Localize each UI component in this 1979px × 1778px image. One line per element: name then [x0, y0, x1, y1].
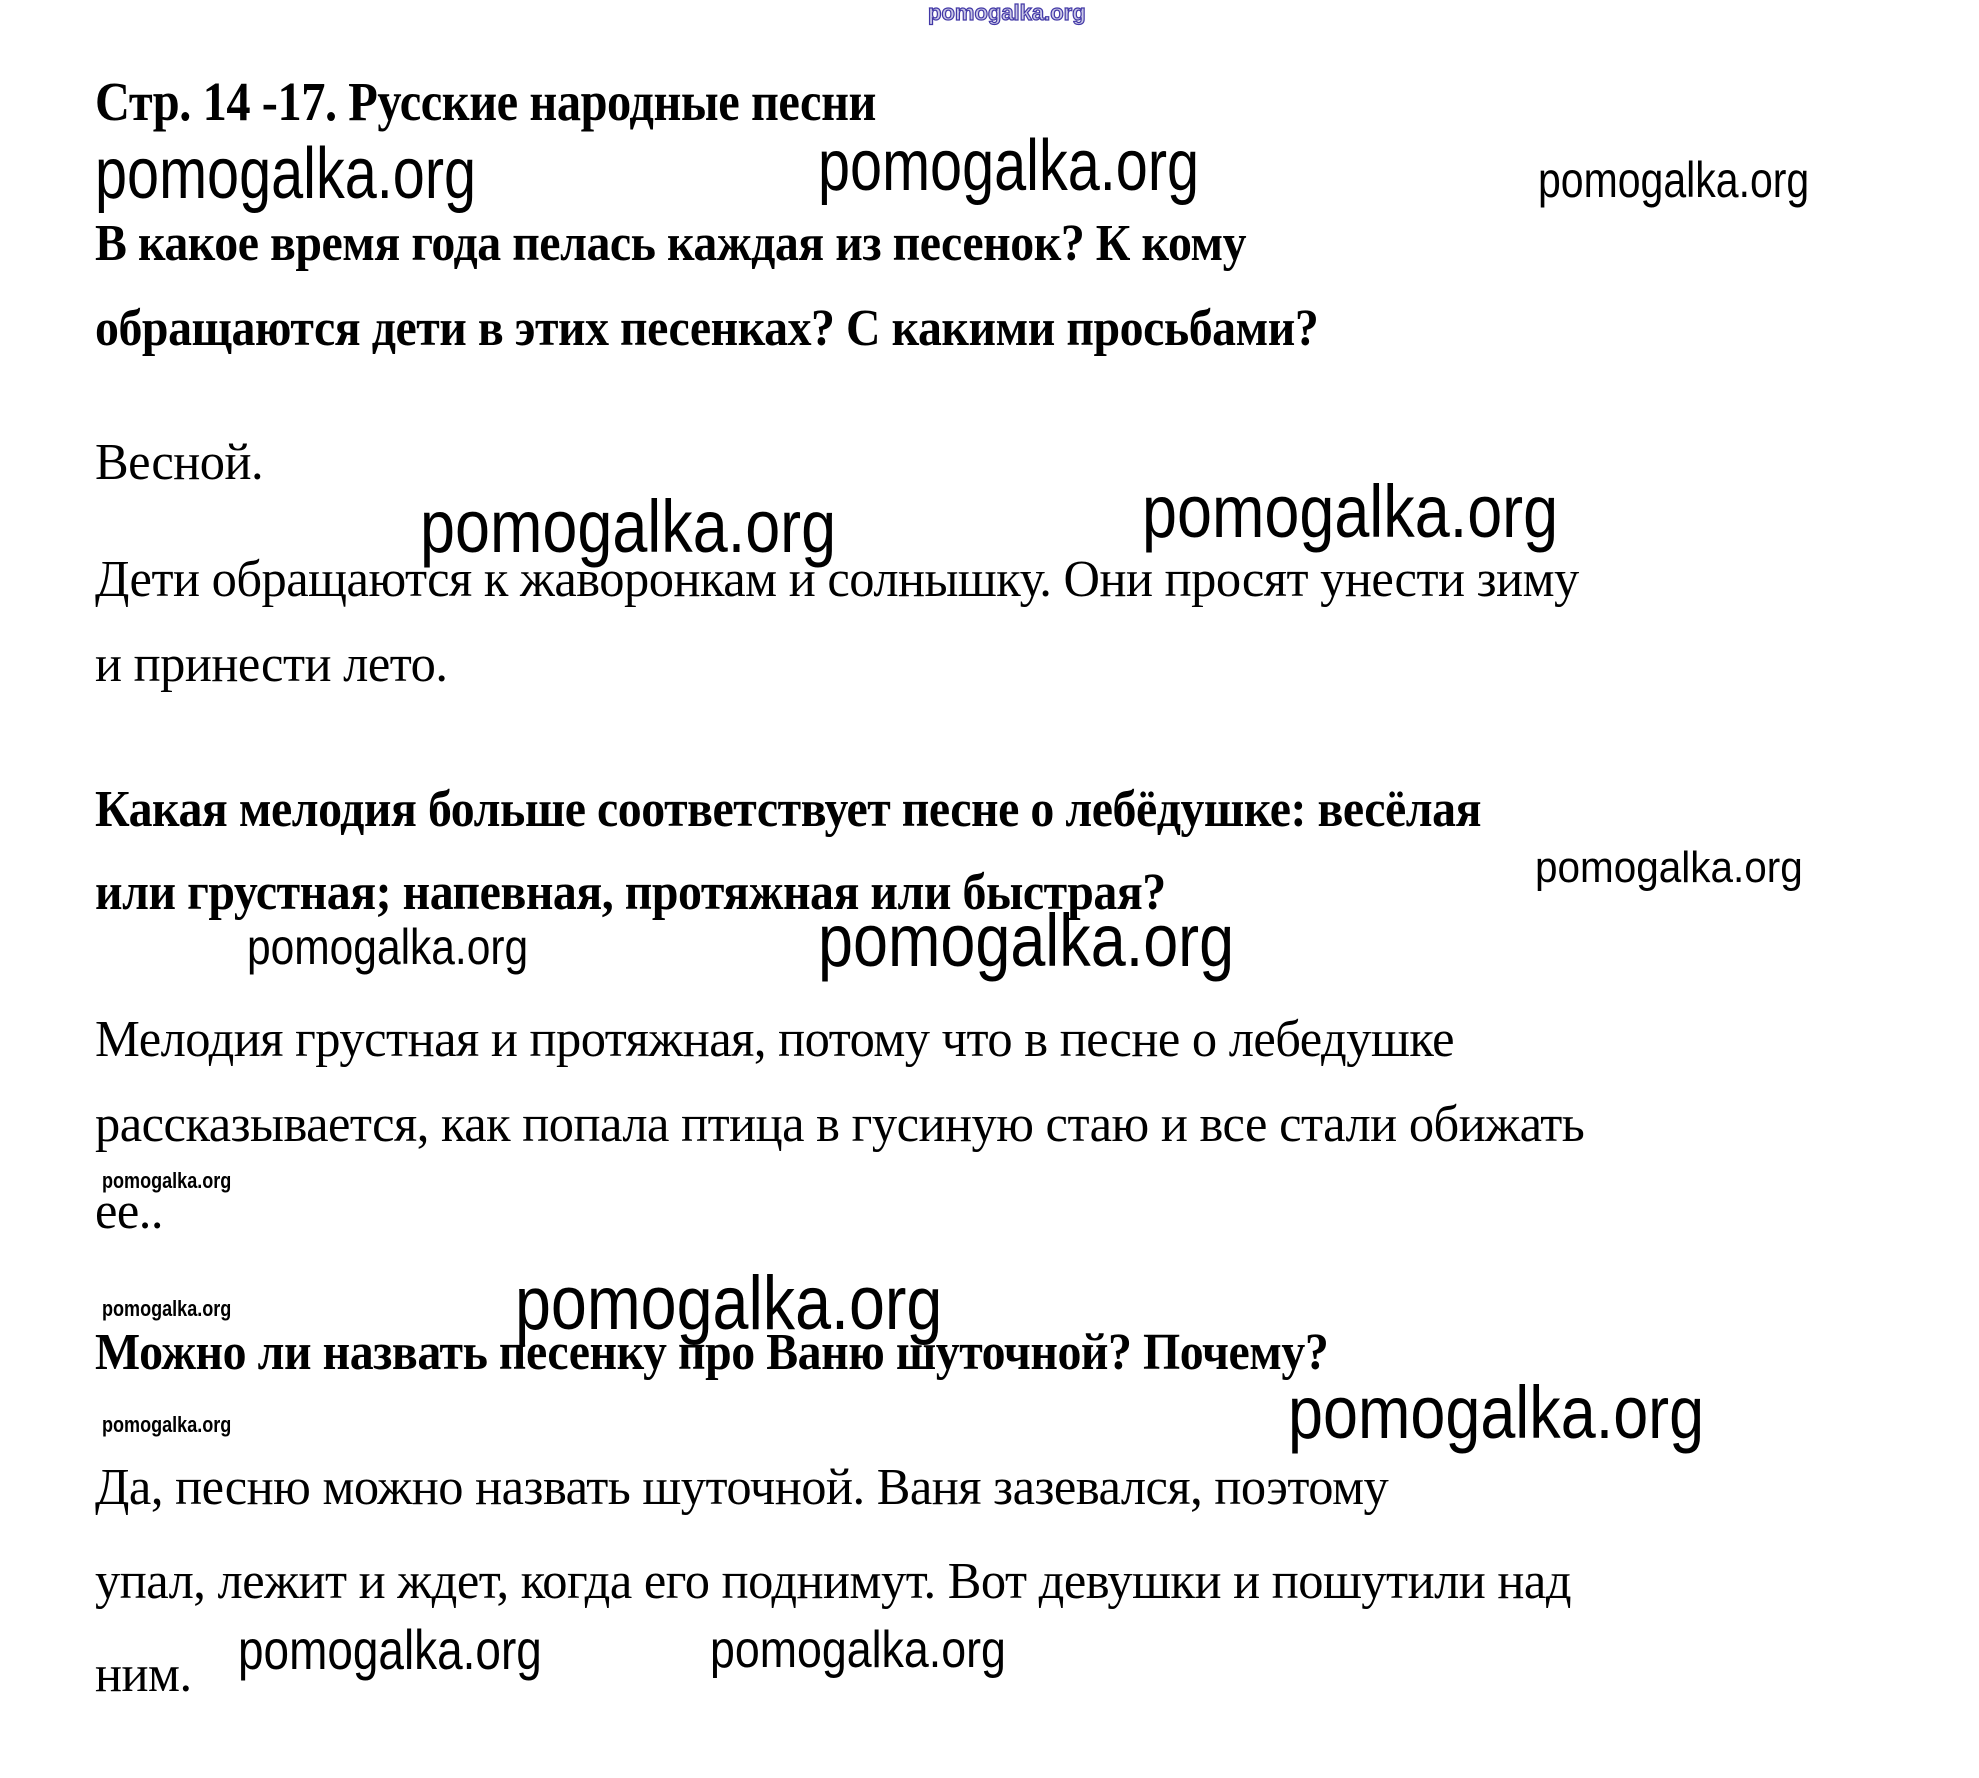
- watermark-pomogalka: pomogalka.org: [818, 899, 1235, 982]
- watermark-pomogalka: pomogalka.org: [1535, 843, 1803, 892]
- watermark-pomogalka-small: pomogalka.org: [102, 1296, 232, 1321]
- question-2-line-2: или грустная; напевная, протяжная или быстрая?: [95, 864, 1166, 921]
- watermark-pomogalka: pomogalka.org: [515, 1261, 943, 1346]
- answer-2-line-1: Мелодия грустная и протяжная, потому что в песне о лебедушке: [95, 1011, 1454, 1068]
- answer-1-line-1: Дети обращаются к жаворонкам и солнышку. Они просят унести зиму: [95, 551, 1579, 608]
- question-2-line-1: Какая мелодия больше соответствует песне о лебёдушке: весёлая: [95, 781, 1482, 838]
- page-title: Стр. 14 -17. Русские народные песни: [95, 71, 876, 132]
- watermark-pomogalka: pomogalka.org: [1538, 152, 1810, 208]
- watermark-pomogalka-top: pomogalka.org: [928, 0, 1086, 25]
- watermark-pomogalka: pomogalka.org: [247, 919, 529, 975]
- question-1-line-1: В какое время года пелась каждая из песенок? К кому: [95, 215, 1247, 272]
- watermark-pomogalka: pomogalka.org: [420, 485, 837, 568]
- watermark-pomogalka-small: pomogalka.org: [102, 1412, 232, 1437]
- answer-3-line-2: упал, лежит и ждет, когда его поднимут. Вот девушки и пошутили над: [95, 1553, 1572, 1610]
- watermark-pomogalka-small: pomogalka.org: [102, 1168, 232, 1193]
- watermark-pomogalka: pomogalka.org: [238, 1618, 542, 1681]
- watermark-pomogalka: pomogalka.org: [1142, 470, 1559, 553]
- answer-2-line-3: ее..: [95, 1183, 164, 1240]
- watermark-pomogalka: pomogalka.org: [1288, 1371, 1705, 1454]
- answer-1-short: Весной.: [95, 434, 264, 491]
- answer-1-line-2: и принести лето.: [95, 636, 448, 693]
- answer-2-line-2: рассказывается, как попала птица в гусиную стаю и все стали обижать: [95, 1096, 1585, 1153]
- watermark-pomogalka: pomogalka.org: [710, 1621, 1006, 1679]
- watermark-pomogalka: pomogalka.org: [95, 134, 477, 214]
- watermark-pomogalka: pomogalka.org: [818, 126, 1200, 206]
- question-1-line-2: обращаются дети в этих песенках? С какими просьбами?: [95, 300, 1319, 357]
- answer-3-line-1: Да, песню можно назвать шуточной. Ваня зазевался, поэтому: [95, 1459, 1389, 1516]
- answer-3-line-3: ним.: [95, 1646, 192, 1703]
- question-3: Можно ли назвать песенку про Ваню шуточной? Почему?: [95, 1324, 1329, 1381]
